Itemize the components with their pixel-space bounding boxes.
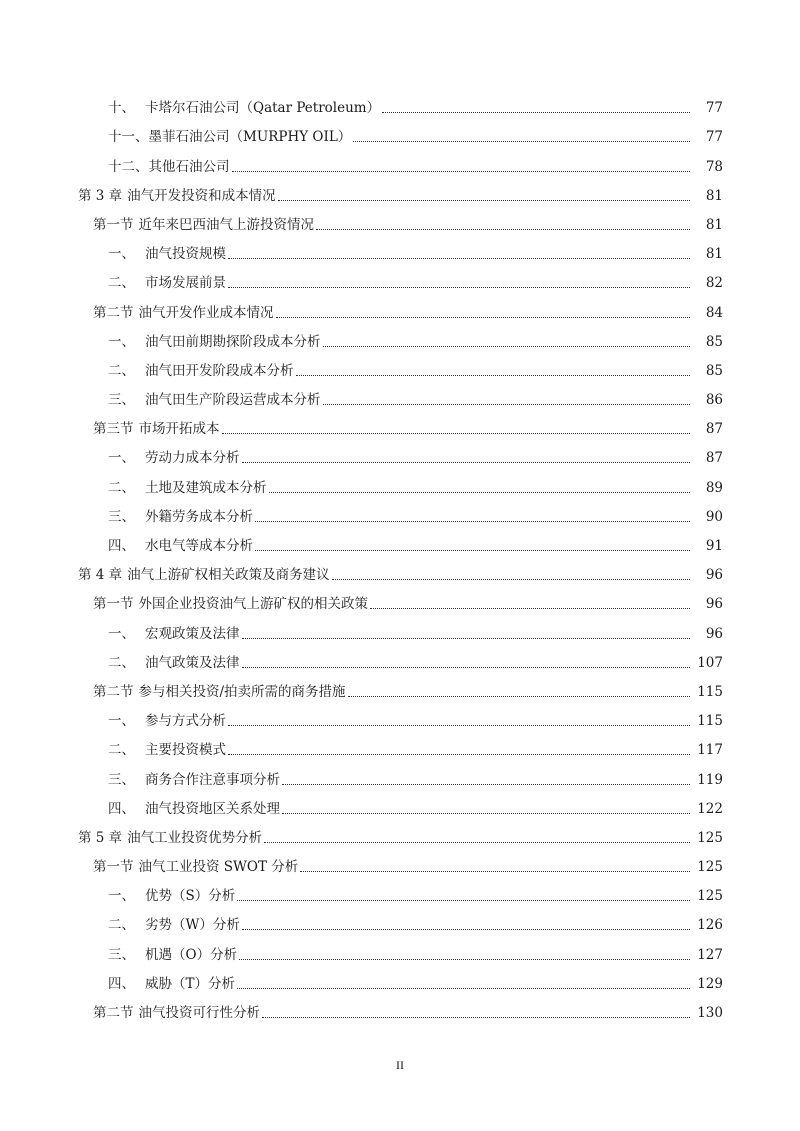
toc-entry-number: 二、 xyxy=(108,742,135,759)
dot-leader xyxy=(269,492,691,493)
toc-entry-page-number: 115 xyxy=(697,713,723,730)
toc-entry-page-number: 77 xyxy=(705,100,723,117)
toc-entry-page-number: 130 xyxy=(697,1005,723,1021)
toc-entry-title: 土地及建筑成本分析 xyxy=(145,479,267,496)
toc-entry-page-number: 129 xyxy=(697,975,723,992)
dot-leader xyxy=(242,667,691,668)
toc-entry-title: 参与相关投资/拍卖所需的商务措施 xyxy=(138,683,346,700)
toc-subsection-entry[interactable] xyxy=(0,151,800,180)
toc-entry-title: 水电气等成本分析 xyxy=(145,538,253,554)
toc-entry-title: 油气投资规模 xyxy=(145,246,226,263)
toc-entry-title: 卡塔尔石油公司（Qatar Petroleum） xyxy=(145,100,381,117)
toc-entry-page-number: 96 xyxy=(705,596,723,613)
toc-subsection-entry[interactable] xyxy=(0,472,800,501)
toc-entry-title: 机遇（O）分析 xyxy=(145,946,238,963)
toc-entry-page-number: 82 xyxy=(705,275,723,292)
toc-entry-number: 十、 xyxy=(108,100,135,117)
toc-entry-page-number: 125 xyxy=(697,859,723,876)
dot-leader xyxy=(296,375,691,376)
toc-subsection-entry[interactable] xyxy=(0,794,800,823)
toc-entry-page-number: 85 xyxy=(705,362,723,379)
toc-entry-page-number: 81 xyxy=(705,246,723,263)
toc-subsection-entry[interactable] xyxy=(0,939,800,968)
toc-entry-title: 参与方式分析 xyxy=(145,713,226,730)
toc-entry-number: 四、 xyxy=(108,800,135,817)
toc-chapter-entry[interactable] xyxy=(0,181,800,210)
toc-entry-number: 第 3 章 xyxy=(78,187,123,204)
toc-entry-title: 油气上游矿权相关政策及商务建议 xyxy=(127,567,330,584)
toc-entry-page-number: 96 xyxy=(705,625,723,642)
toc-entry-page-number: 125 xyxy=(697,829,723,846)
toc-entry-title: 油气投资地区关系处理 xyxy=(145,800,280,817)
toc-entry-number: 一、 xyxy=(108,625,135,642)
toc-subsection-entry[interactable] xyxy=(0,618,800,647)
dot-leader xyxy=(316,229,690,230)
toc-subsection-entry[interactable] xyxy=(0,356,800,385)
toc-entry-number: 三、 xyxy=(108,771,135,788)
table-of-contents xyxy=(0,93,800,1027)
toc-entry-number: 四、 xyxy=(108,538,135,554)
toc-entry-title: 优势（S）分析 xyxy=(145,888,236,905)
toc-entry-page-number: 127 xyxy=(697,946,723,963)
toc-subsection-entry[interactable] xyxy=(0,385,800,414)
toc-section-entry[interactable] xyxy=(0,998,800,1027)
dot-leader xyxy=(228,754,690,755)
toc-entry-title: 威胁（T）分析 xyxy=(145,975,236,992)
toc-entry-page-number: 122 xyxy=(697,800,723,817)
toc-subsection-entry[interactable] xyxy=(0,239,800,268)
toc-chapter-entry[interactable] xyxy=(0,560,800,589)
toc-subsection-entry[interactable] xyxy=(0,268,800,297)
dot-leader xyxy=(382,112,690,113)
toc-entry-title: 油气田前期勘探阶段成本分析 xyxy=(145,333,321,350)
toc-section-entry[interactable] xyxy=(0,297,800,326)
toc-entry-title: 油气投资可行性分析 xyxy=(138,1005,260,1021)
toc-entry-number: 一、 xyxy=(108,246,135,263)
toc-entry-page-number: 126 xyxy=(697,917,723,934)
toc-section-entry[interactable] xyxy=(0,589,800,618)
toc-entry-number: 第一节 xyxy=(93,216,134,233)
toc-entry-page-number: 77 xyxy=(705,129,723,146)
toc-entry-number: 第三节 xyxy=(93,421,134,438)
toc-entry-page-number: 81 xyxy=(705,216,723,233)
dot-leader xyxy=(237,988,690,989)
toc-entry-page-number: 107 xyxy=(697,654,723,671)
toc-subsection-entry[interactable] xyxy=(0,881,800,910)
dot-leader xyxy=(276,317,691,318)
toc-entry-title: 宏观政策及法律 xyxy=(145,625,240,642)
toc-subsection-entry[interactable] xyxy=(0,910,800,939)
toc-entry-page-number: 85 xyxy=(705,333,723,350)
toc-entry-number: 三、 xyxy=(108,946,135,963)
toc-section-entry[interactable] xyxy=(0,677,800,706)
toc-entry-number: 第 5 章 xyxy=(78,829,123,846)
toc-entry-number: 二、 xyxy=(108,479,135,496)
toc-entry-page-number: 89 xyxy=(705,479,723,496)
toc-entry-title: 外籍劳务成本分析 xyxy=(145,508,253,525)
toc-entry-page-number: 96 xyxy=(705,567,723,584)
dot-leader xyxy=(255,521,690,522)
toc-entry-number: 二、 xyxy=(108,275,135,292)
dot-leader xyxy=(222,433,691,434)
toc-subsection-entry[interactable] xyxy=(0,443,800,472)
dot-leader xyxy=(353,141,690,142)
toc-subsection-entry[interactable] xyxy=(0,648,800,677)
toc-entry-number: 十一、 xyxy=(108,129,149,146)
toc-subsection-entry[interactable] xyxy=(0,122,800,151)
toc-entry-title: 油气开发作业成本情况 xyxy=(138,304,274,321)
toc-entry-page-number: 78 xyxy=(705,158,723,175)
toc-entry-title: 劣势（W）分析 xyxy=(145,917,240,934)
toc-entry-number: 二、 xyxy=(108,362,135,379)
toc-subsection-entry[interactable] xyxy=(0,706,800,735)
toc-subsection-entry[interactable] xyxy=(0,327,800,356)
toc-entry-title: 近年来巴西油气上游投资情况 xyxy=(138,216,314,233)
toc-subsection-entry[interactable] xyxy=(0,502,800,531)
toc-section-entry[interactable] xyxy=(0,414,800,443)
dot-leader xyxy=(348,696,690,697)
toc-entry-title: 油气政策及法律 xyxy=(145,654,240,671)
toc-subsection-entry[interactable] xyxy=(0,93,800,122)
dot-leader xyxy=(300,871,690,872)
dot-leader xyxy=(228,725,690,726)
toc-entry-title: 外国企业投资油气上游矿权的相关政策 xyxy=(138,596,368,613)
toc-entry-page-number: 87 xyxy=(705,450,723,467)
toc-entry-page-number: 91 xyxy=(705,538,723,554)
dot-leader xyxy=(255,550,690,551)
dot-leader xyxy=(228,258,690,259)
dot-leader xyxy=(323,404,691,405)
dot-leader xyxy=(242,638,691,639)
dot-leader xyxy=(370,608,690,609)
dot-leader xyxy=(278,200,690,201)
toc-entry-title: 油气田开发阶段成本分析 xyxy=(145,362,294,379)
toc-entry-number: 二、 xyxy=(108,917,135,934)
page-number-footer: II xyxy=(396,1058,404,1072)
toc-entry-title: 劳动力成本分析 xyxy=(145,450,240,467)
dot-leader xyxy=(282,813,690,814)
dot-leader xyxy=(262,1017,690,1018)
toc-entry-number: 十二、 xyxy=(108,158,149,175)
toc-entry-number: 第二节 xyxy=(93,304,134,321)
toc-entry-number: 四、 xyxy=(108,975,135,992)
toc-entry-title: 主要投资模式 xyxy=(145,742,226,759)
toc-entry-title: 油气田生产阶段运营成本分析 xyxy=(145,392,321,409)
toc-subsection-entry[interactable] xyxy=(0,531,800,560)
toc-entry-title: 油气工业投资 SWOT 分析 xyxy=(138,859,299,876)
toc-entry-number: 第二节 xyxy=(93,1005,134,1021)
toc-entry-page-number: 84 xyxy=(705,304,723,321)
toc-entry-number: 第二节 xyxy=(93,683,134,700)
toc-entry-number: 第一节 xyxy=(93,596,134,613)
toc-entry-number: 一、 xyxy=(108,450,135,467)
toc-entry-title: 商务合作注意事项分析 xyxy=(145,771,280,788)
toc-entry-title: 油气工业投资优势分析 xyxy=(127,829,263,846)
toc-entry-page-number: 117 xyxy=(697,742,723,759)
toc-entry-number: 第 4 章 xyxy=(78,567,123,584)
dot-leader xyxy=(242,929,690,930)
dot-leader xyxy=(242,462,691,463)
toc-section-entry[interactable] xyxy=(0,210,800,239)
dot-leader xyxy=(282,784,690,785)
dot-leader xyxy=(332,579,690,580)
toc-entry-number: 一、 xyxy=(108,888,135,905)
toc-entry-page-number: 125 xyxy=(697,888,723,905)
toc-entry-page-number: 87 xyxy=(705,421,723,438)
toc-section-entry[interactable] xyxy=(0,852,800,881)
dot-leader xyxy=(323,346,691,347)
toc-chapter-entry[interactable] xyxy=(0,823,800,852)
toc-entry-title: 其他石油公司 xyxy=(148,158,230,175)
toc-entry-title: 市场开拓成本 xyxy=(138,421,220,438)
toc-entry-number: 一、 xyxy=(108,333,135,350)
toc-entry-number: 第一节 xyxy=(93,859,134,876)
toc-entry-number: 三、 xyxy=(108,392,135,409)
dot-leader xyxy=(264,842,690,843)
toc-entry-title: 油气开发投资和成本情况 xyxy=(127,187,276,204)
toc-entry-number: 三、 xyxy=(108,508,135,525)
dot-leader xyxy=(237,900,690,901)
toc-subsection-entry[interactable] xyxy=(0,764,800,793)
toc-subsection-entry[interactable] xyxy=(0,735,800,764)
toc-entry-page-number: 90 xyxy=(705,508,723,525)
toc-entry-page-number: 119 xyxy=(697,771,723,788)
toc-entry-number: 一、 xyxy=(108,713,135,730)
toc-entry-page-number: 81 xyxy=(705,187,723,204)
dot-leader xyxy=(232,171,691,172)
dot-leader xyxy=(228,287,690,288)
dot-leader xyxy=(239,959,690,960)
toc-entry-page-number: 86 xyxy=(705,392,723,409)
toc-entry-title: 墨菲石油公司（MURPHY OIL） xyxy=(148,129,352,146)
toc-subsection-entry[interactable] xyxy=(0,969,800,998)
toc-entry-number: 二、 xyxy=(108,654,135,671)
toc-entry-title: 市场发展前景 xyxy=(145,275,226,292)
toc-entry-page-number: 115 xyxy=(697,683,723,700)
